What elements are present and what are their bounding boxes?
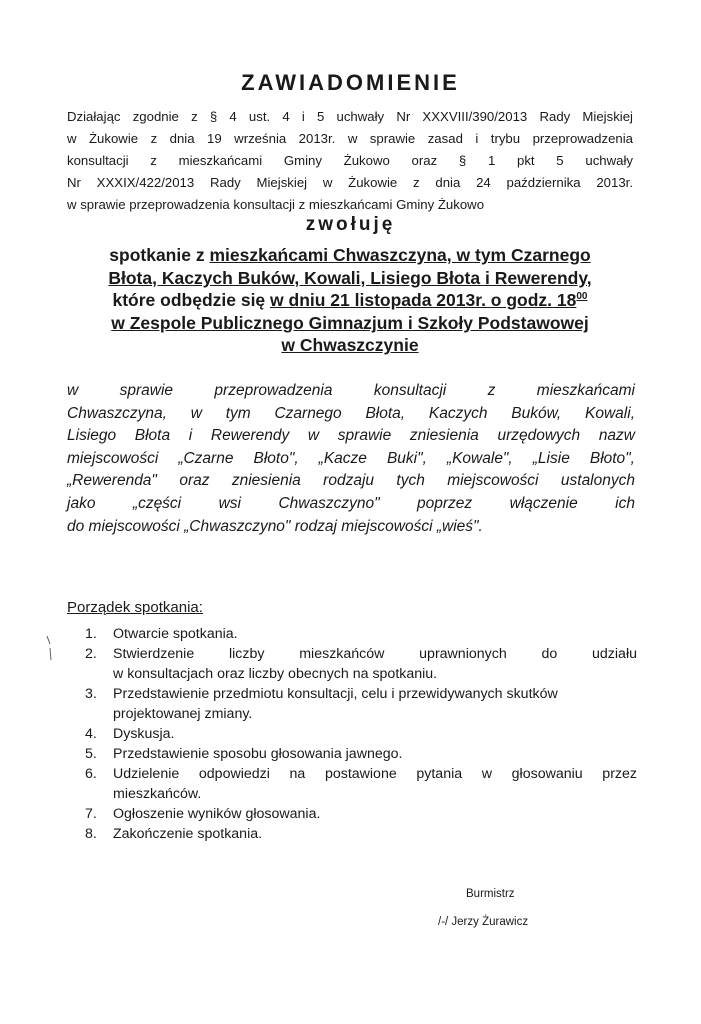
agenda-item-number: 3. (85, 686, 97, 702)
agenda-item-text: projektowanej zmiany. (113, 706, 253, 722)
agenda-item-number: 1. (85, 626, 97, 642)
agenda-item-text: Zakończenie spotkania. (113, 826, 263, 842)
agenda-item-text: Ogłoszenie wyników głosowania. (113, 806, 321, 822)
preamble-line: Działając zgodnie z § 4 ust. 4 i 5 uchwały Nr XXXVIII/390/2013 Rady Miejskiej (67, 109, 633, 124)
preamble-line: w Żukowie z dnia 19 września 2013r. w sprawie zasad i trybu przeprowadzenia (67, 131, 633, 146)
agenda-item-text: Przedstawienie sposobu głosowania jawnego. (113, 746, 403, 762)
agenda-item-text: Stwierdzenie liczby mieszkańców uprawnionych do udziału (113, 646, 637, 662)
agenda-item-text: mieszkańców. (113, 786, 202, 802)
meeting-line-5: w Chwaszczynie (281, 335, 419, 356)
agenda-item-text: w konsultacjach oraz liczby obecnych na spotkaniu. (113, 666, 438, 682)
meeting-line-4: w Zespole Publicznego Gimnazjum i Szkoły Podstawowej (111, 312, 589, 333)
agenda-item-text: Przedstawienie przedmiotu konsultacji, celu i przewidywanych skutków (113, 686, 558, 702)
agenda-item-number: 5. (85, 746, 97, 762)
agenda-item-number: 8. (85, 826, 97, 842)
meeting-line-2: Błota, Kaczych Buków, Kowali, Lisiego Błota i Rewerendy, (108, 267, 592, 288)
meeting-date-time: w dniu 21 listopada 2013r. o godz. 18 (270, 290, 577, 311)
meeting-text: spotkanie z (109, 245, 210, 265)
purpose-line: „Rewerenda" oraz zniesienia rodzaju tych miejscowości ustalonych (67, 472, 635, 490)
agenda-item-number: 4. (85, 726, 97, 742)
preamble-line: Nr XXXIX/422/2013 Rady Miejskiej w Żukowie z dnia 24 października 2013r. (67, 175, 633, 190)
agenda-item-text: Dyskusja. (113, 726, 175, 742)
purpose-line: do miejscowości „Chwaszczyno" rodzaj miejscowości „wieś". (67, 517, 483, 535)
meeting-text: które odbędzie się (112, 290, 271, 311)
convene-heading: zwołuję (305, 214, 396, 235)
agenda-item-number: 6. (85, 766, 97, 782)
signatory-role: Burmistrz (466, 888, 515, 900)
purpose-line: w sprawie przeprowadzenia konsultacji z mieszkańcami (67, 382, 635, 399)
purpose-line: jako „części wsi Chwaszczyno" poprzez włączenie ich (67, 494, 635, 512)
meeting-underlined-text: mieszkańcami Chwaszczyna, w tym Czarnego (209, 245, 591, 265)
meeting-time-minutes: 00 (576, 291, 588, 303)
document-title: ZAWIADOMIENIE (241, 70, 460, 95)
agenda-item-number: 7. (85, 806, 97, 822)
purpose-line: Lisiego Błota i Rewerendy w sprawie zniesienia urzędowych nazw (67, 427, 635, 445)
agenda-item-number: 2. (85, 646, 97, 662)
purpose-line: Chwaszczyna, w tym Czarnego Błota, Kaczych Buków, Kowali, (67, 404, 635, 422)
agenda-title: Porządek spotkania: (67, 599, 203, 616)
signatory-name: /-/ Jerzy Żurawicz (438, 916, 529, 928)
preamble-line: konsultacji z mieszkańcami Gminy Żukowo oraz § 1 pkt 5 uchwały (67, 153, 633, 168)
preamble-line: w sprawie przeprowadzenia konsultacji z mieszkańcami Gminy Żukowo (67, 197, 485, 212)
agenda-item-text: Otwarcie spotkania. (113, 626, 238, 642)
agenda-item-text: Udzielenie odpowiedzi na postawione pytania w głosowaniu przez (113, 766, 637, 782)
purpose-line: miejscowości „Czarne Błoto", „Kacze Buki", „Kowale", „Lisie Błoto", (67, 449, 635, 467)
